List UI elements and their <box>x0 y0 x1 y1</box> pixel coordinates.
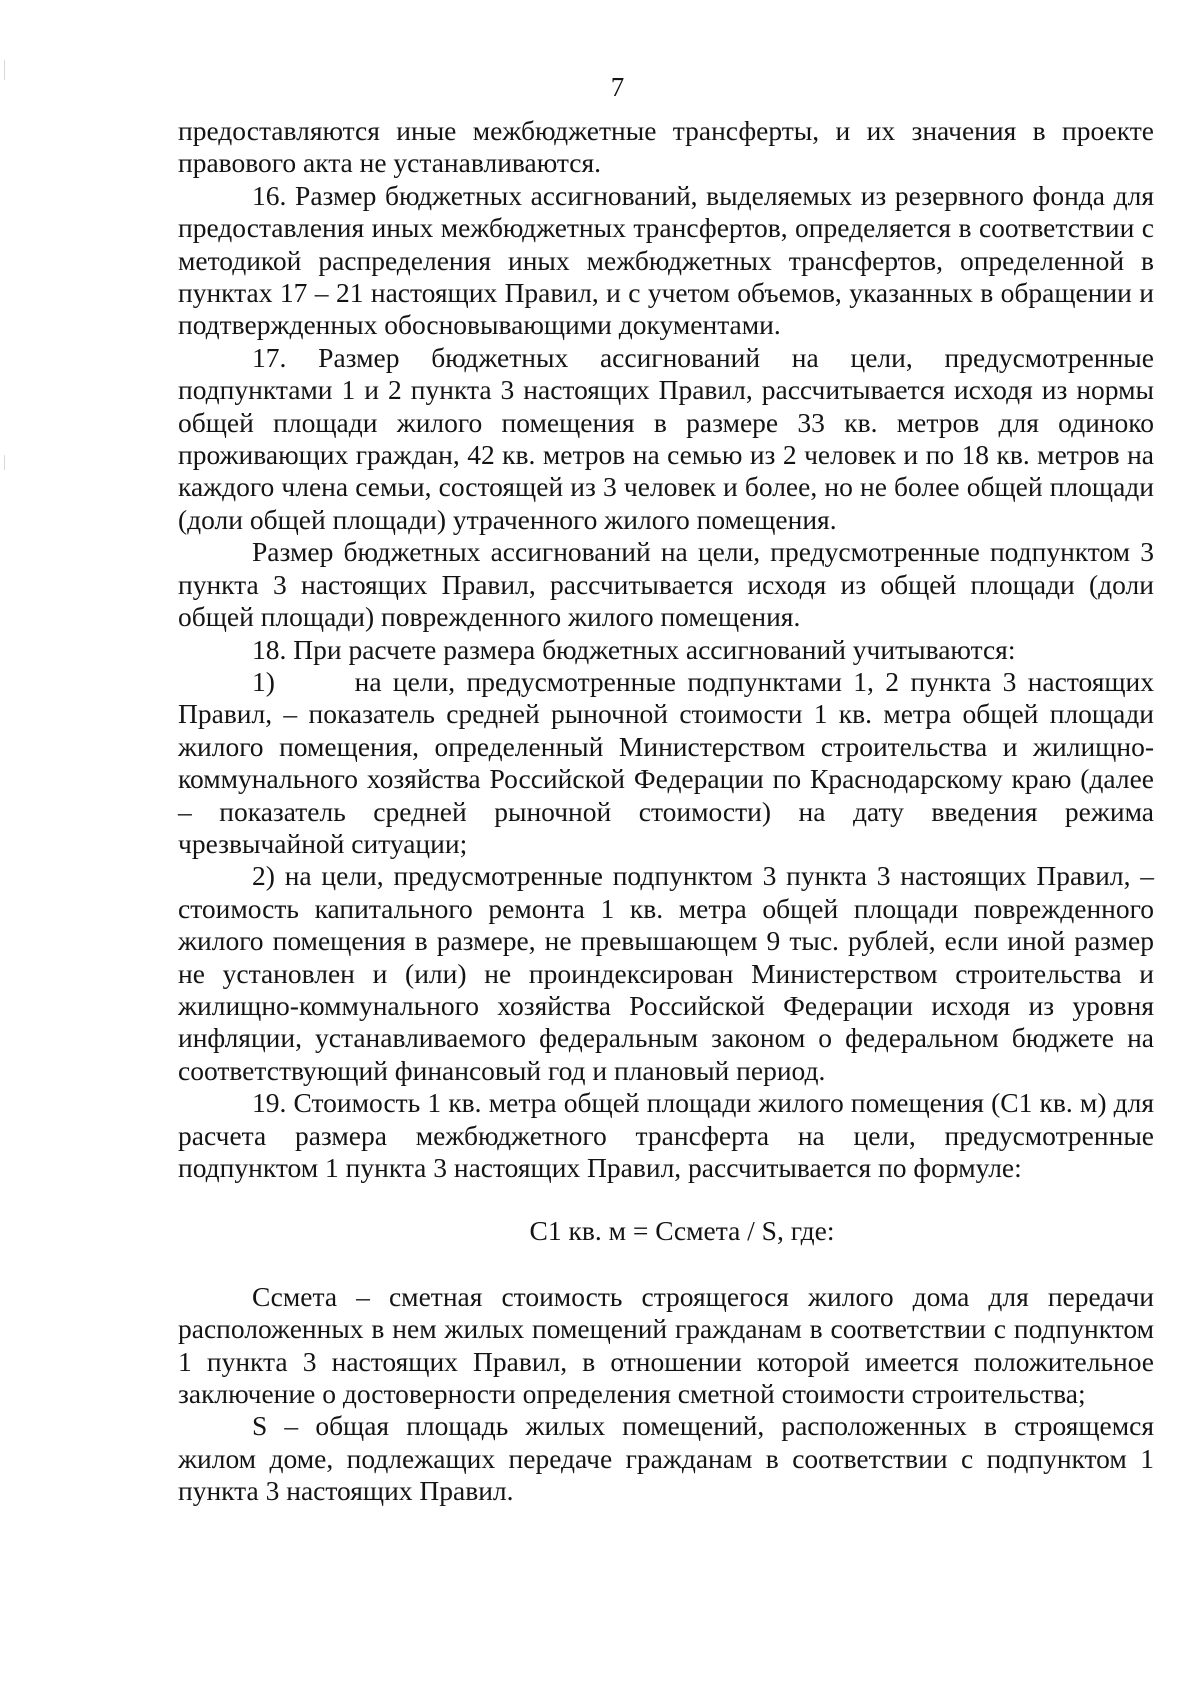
scan-edge-mark <box>4 455 5 470</box>
paragraph-18: 18. При расчете размера бюджетных ассигнований учитываются: <box>252 633 1016 665</box>
paragraph-18-item-1: 1) на цели, предусмотренные подпунктами 1, 2 пункта 3 настоящих Правил, – показатель средней рыночной стоимости 1 кв. метра общей площади жилого помещения, определенный Министерством строительства и жилищно-коммунального хозяйства Российской Федерации по Краснодарскому краю (далее – показатель средней рыночной стоимости) на дату введения режима чрезвычайной ситуации; <box>178 665 1154 859</box>
formula-text: С1 кв. м = Ссмета / S, где: <box>529 1215 835 1247</box>
formula <box>178 1215 1154 1247</box>
paragraph-17: 17. Размер бюджетных ассигнований на цели, предусмотренные подпунктами 1 и 2 пункта 3 настоящих Правил, рассчитывается исходя из нормы общей площади жилого помещения в размере 33 кв. метров для одиноко проживающих граждан, 42 кв. метров на семью из 2 человек и по 18 кв. метров на каждого члена семьи, состоящей из 3 человек и более, но не более общей площади (доли общей площади) утраченного жилого помещения. <box>178 341 1154 535</box>
paragraph-17-second: Размер бюджетных ассигнований на цели, предусмотренные подпунктом 3 пункта 3 настоящих Правил, рассчитывается исходя из общей площади (доли общей площади) поврежденного жилого помещения. <box>178 536 1154 633</box>
paragraph-18-item-2: 2) на цели, предусмотренные подпунктом 3 пункта 3 настоящих Правил, – стоимость капитального ремонта 1 кв. метра общей площади поврежденного жилого помещения в размере, не превышающем 9 тыс. рублей, если иной размер не установлен и (или) не проиндексирован Министерством строительства и жилищно-коммунального хозяйства Российской Федерации исходя из уровня инфляции, устанавливаемого федеральным законом о федеральном бюджете на соответствующий финансовый год и плановый период. <box>178 860 1154 1086</box>
paragraph-19: 19. Стоимость 1 кв. метра общей площади жилого помещения (С1 кв. м) для расчета размера межбюджетного трансферта на цели, предусмотренные подпунктом 1 пункта 3 настоящих Правил, рассчитывается по формуле: <box>178 1087 1154 1183</box>
page-number: 7 <box>610 72 625 102</box>
definition-s: S – общая площадь жилых помещений, расположенных в строящемся жилом доме, подлежащих передаче гражданам в соответствии с подпунктом 1 пункта 3 настоящих Правил. <box>178 1410 1154 1507</box>
document-body <box>178 115 1154 1508</box>
paragraph-continuation: предоставляются иные межбюджетные трансферты, и их значения в проекте правового акта не устанавливаются. <box>178 115 1154 179</box>
definition-smeta: Ссмета – сметная стоимость строящегося жилого дома для передачи расположенных в нем жилых помещений гражданам в соответствии с подпунктом 1 пункта 3 настоящих Правил, в отношении которой имеется положительное заключение о достоверности определения сметной стоимости строительства; <box>178 1280 1154 1410</box>
paragraph-16: 16. Размер бюджетных ассигнований, выделяемых из резервного фонда для предоставления иных межбюджетных трансфертов, определяется в соответствии с методикой распределения иных межбюджетных трансфертов, определенной в пунктах 17 – 21 настоящих Правил, и с учетом объемов, указанных в обращении и подтвержденных обосновывающими документами. <box>178 179 1154 341</box>
